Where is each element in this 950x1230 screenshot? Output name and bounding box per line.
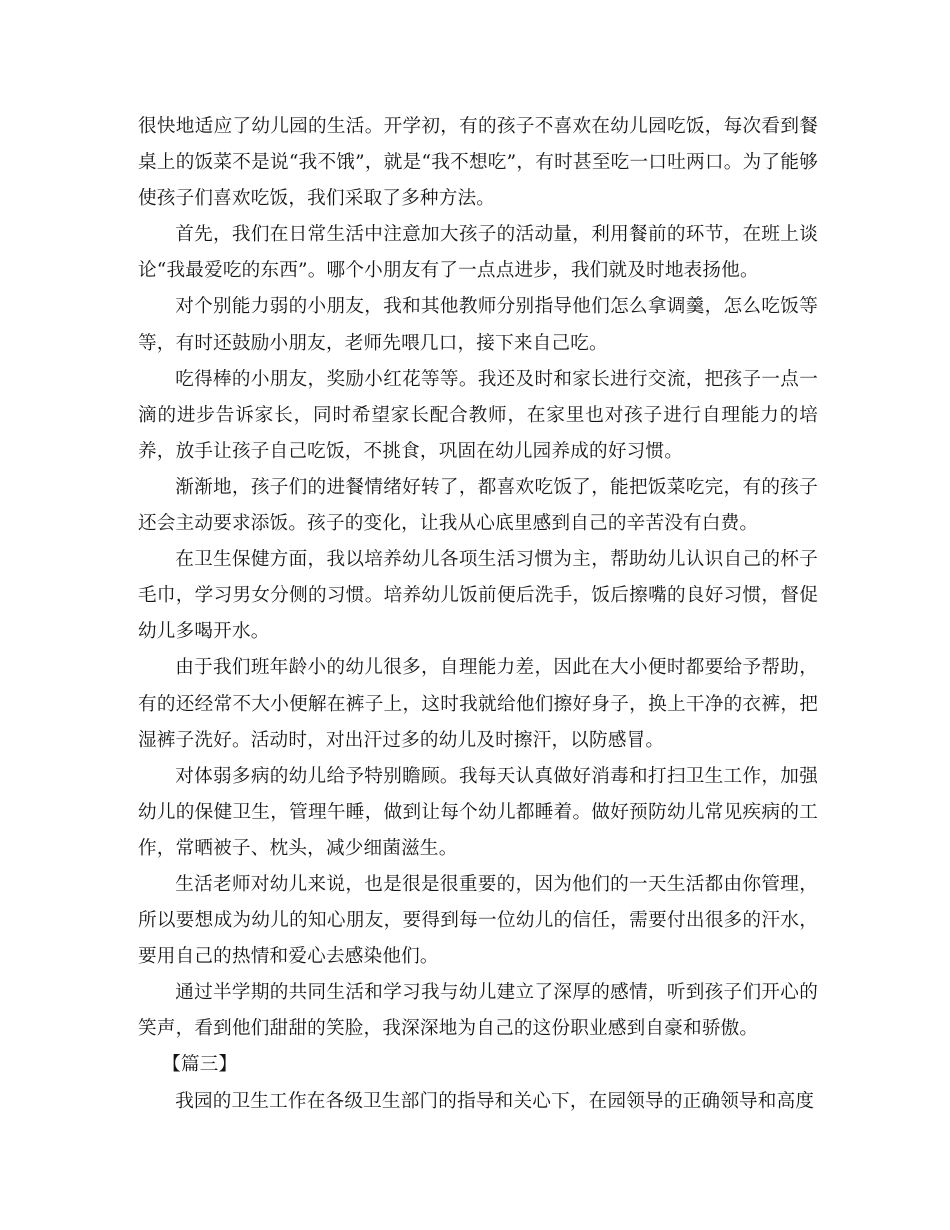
- paragraph: 对体弱多病的幼儿给予特别瞻顾。我每天认真做好消毒和打扫卫生工作，加强幼儿的保健卫生，管理午睡，做到让每个幼儿都睡着。做好预防幼儿常见疾病的工作，常晒被子、枕头，减少细菌滋生。: [138, 765, 818, 859]
- document-body: [138, 109, 818, 1120]
- paragraph: 渐渐地，孩子们的进餐情绪好转了，都喜欢吃饭了，能把饭菜吃完，有的孩子还会主动要求添饭。孩子的变化，让我从心底里感到自己的辛苦没有白费。: [138, 476, 818, 535]
- paragraph: 在卫生保健方面，我以培养幼儿各项生活习惯为主，帮助幼儿认识自己的杯子毛巾，学习男女分侧的习惯。培养幼儿饭前便后洗手，饭后擦嘴的良好习惯，督促幼儿多喝开水。: [138, 549, 818, 643]
- paragraph: 首先，我们在日常生活中注意加大孩子的活动量，利用餐前的环节，在班上谈论“我最爱吃的东西”。哪个小朋友有了一点点进步，我们就及时地表扬他。: [138, 224, 818, 282]
- paragraph: 吃得棒的小朋友，奖励小红花等等。我还及时和家长进行交流，把孩子一点一滴的进步告诉家长，同时希望家长配合教师，在家里也对孩子进行自理能力的培养，放手让孩子自己吃饭，不挑食，巩固在幼儿园养成的好习惯。: [138, 368, 818, 462]
- paragraph: 对个别能力弱的小朋友，我和其他教师分别指导他们怎么拿调羹，怎么吃饭等等，有时还鼓励小朋友，老师先喂几口，接下来自己吃。: [138, 296, 818, 354]
- paragraph: 生活老师对幼儿来说，也是很是很重要的，因为他们的一天生活都由你管理，所以要想成为幼儿的知心朋友，要得到每一位幼儿的信任，需要付出很多的汗水，要用自己的热情和爱心去感染他们。: [138, 873, 818, 968]
- paragraph: 很快地适应了幼儿园的生活。开学初，有的孩子不喜欢在幼儿园吃饭，每次看到餐桌上的饭菜不是说“我不饿”，就是“我不想吃”，有时甚至吃一口吐两口。为了能够使孩子们喜欢吃饭，我们采取了多种方法。: [138, 116, 818, 210]
- section-heading: 【篇三】: [162, 1054, 238, 1076]
- paragraph: 由于我们班年龄小的幼儿很多，自理能力差，因此在大小便时都要给予帮助，有的还经常不大小便解在裤子上，这时我就给他们擦好身子，换上干净的衣裤，把湿裤子洗好。活动时，对出汗过多的幼儿及时擦汗，以防感冒。: [138, 657, 818, 751]
- paragraph: 通过半学期的共同生活和学习我与幼儿建立了深厚的感情，听到孩子们开心的笑声，看到他们甜甜的笑脸，我深深地为自己的这份职业感到自豪和骄傲。: [138, 982, 818, 1040]
- paragraph: 我园的卫生工作在各级卫生部门的指导和关心下，在园领导的正确领导和高度: [175, 1090, 815, 1112]
